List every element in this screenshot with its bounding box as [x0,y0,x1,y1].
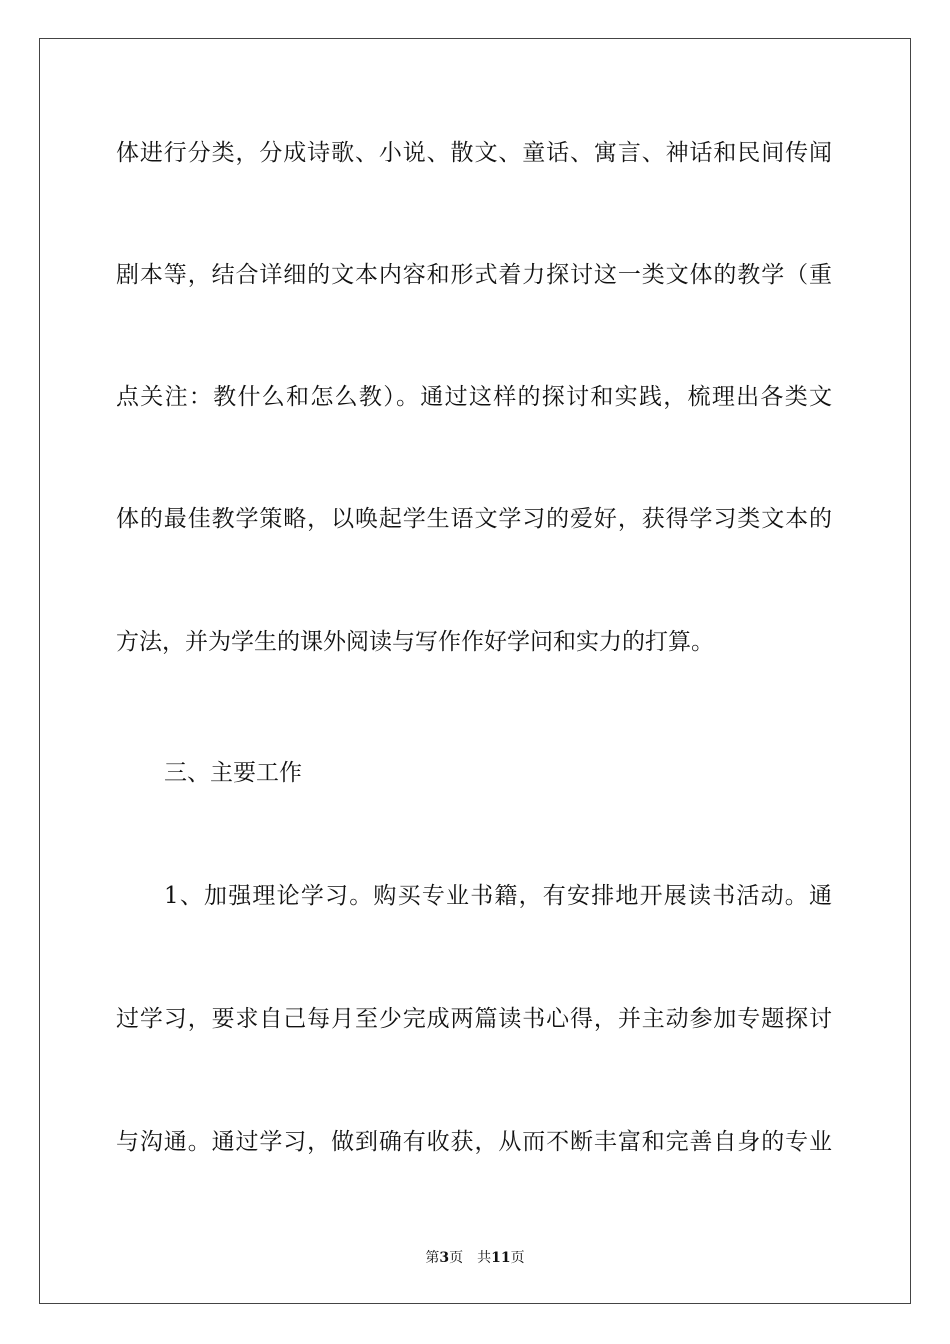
text-line-5: 方法，并为学生的课外阅读与写作作好学问和实力的打算。 [116,629,714,655]
page-prefix: 第 [425,1250,440,1266]
total-pages: 11 [491,1250,511,1266]
page-suffix: 页 [449,1250,464,1266]
text-line-9: 与沟通。通过学习，做到确有收获，从而不断丰富和完善自身的专业 [116,1129,832,1155]
page-number: 3 [439,1250,450,1266]
text-line-1: 体进行分类，分成诗歌、小说、散文、童话、寓言、神话和民间传闻 [116,140,832,166]
total-suffix: 页 [510,1250,525,1266]
text-line-3: 点关注：教什么和怎么教）。通过这样的探讨和实践，梳理出各类文 [116,384,832,410]
text-line-7: 1、加强理论学习。购买专业书籍，有安排地开展读书活动。通 [164,883,832,909]
text-line-4: 体的最佳教学策略，以唤起学生语文学习的爱好，获得学习类文本的 [116,506,832,532]
section-heading: 三、主要工作 [164,760,302,786]
page-footer [0,1248,950,1268]
text-line-8: 过学习，要求自己每月至少完成两篇读书心得，并主动参加专题探讨 [116,1006,832,1032]
text-line-2: 剧本等，结合详细的文本内容和形式着力探讨这一类文体的教学（重 [116,262,832,288]
page-border [39,38,911,1304]
total-prefix: 共 [477,1250,492,1266]
